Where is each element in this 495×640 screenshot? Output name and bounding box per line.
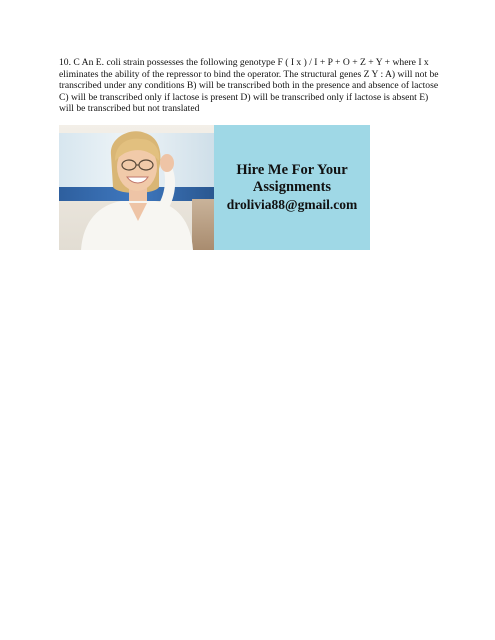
banner-line-2: Assignments xyxy=(252,179,332,195)
banner-tagline xyxy=(214,125,370,250)
woman-figure xyxy=(59,125,214,250)
woman-photo xyxy=(59,125,214,250)
question-text: 10. C An E. coli strain possesses the following genotype F ( I x ) / I + P + O + Z + Y + where I x eliminates the ability of the repressor to bind the operator. The structural genes Z Y : A) will not be transcribed under any conditions B) will be transcribed both in the presence and absence of lactose C) will be transcribed only if lactose is present D) will be transcribed only if lactose is absent E) will be transcribed but not translated xyxy=(59,57,439,115)
banner-line-1: Hire Me For Your xyxy=(236,162,348,178)
banner-email: drolivia88@gmail.com xyxy=(226,197,358,212)
advertisement-banner xyxy=(59,125,370,250)
